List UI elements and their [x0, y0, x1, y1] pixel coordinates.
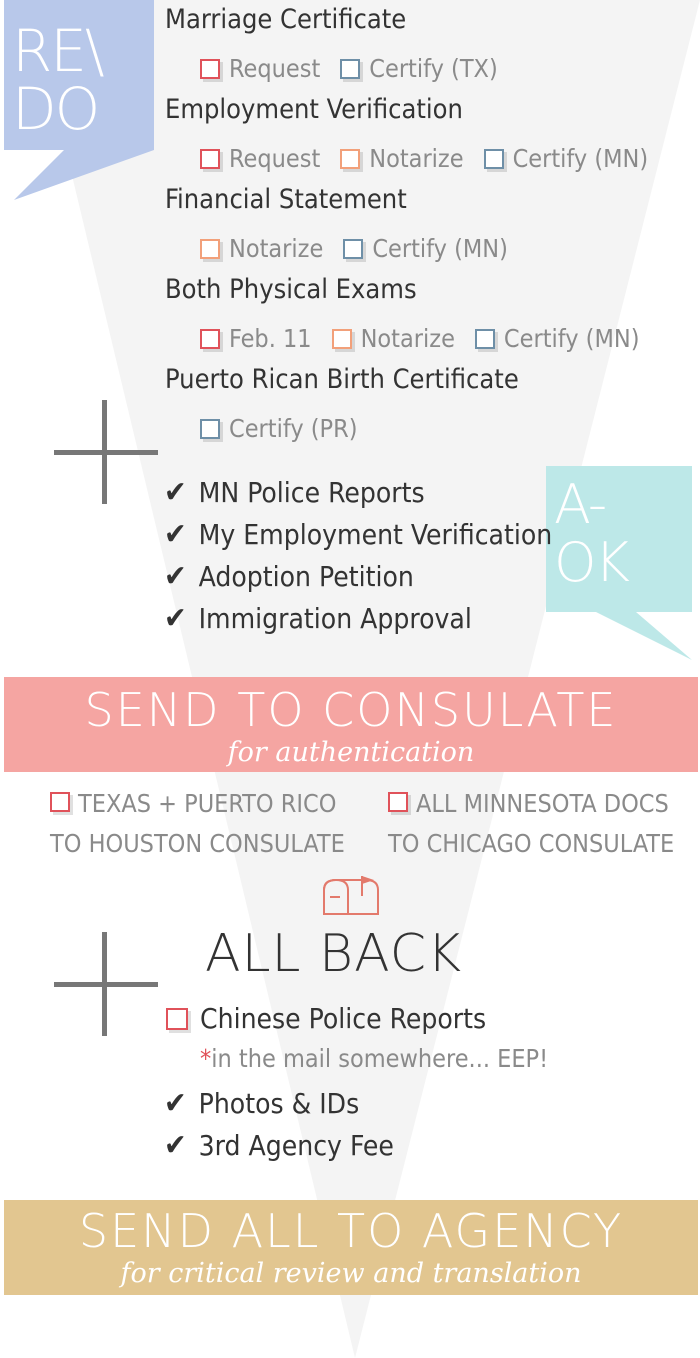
task-row — [200, 324, 639, 353]
task-item[interactable]: Certify (MN) — [484, 144, 649, 173]
aok-item: ✔ Adoption Petition — [164, 559, 414, 594]
aok-item: ✔ Immigration Approval — [164, 601, 472, 636]
task-item[interactable]: Certify (PR) — [200, 414, 358, 443]
redo-label-line2: DO — [12, 75, 99, 143]
task-item[interactable]: Request — [200, 54, 320, 83]
checkmark-icon: ✔ — [164, 601, 187, 636]
checkmark-icon: ✔ — [164, 1128, 187, 1163]
plus-icon — [54, 400, 158, 504]
plus-icon — [54, 932, 158, 1036]
aok-label-line2: OK — [554, 531, 628, 594]
doc-title: Employment Verification — [165, 94, 463, 125]
aok-item: ✔ My Employment Verification — [164, 517, 553, 552]
task-item[interactable]: Notarize — [340, 144, 463, 173]
checkbox[interactable] — [200, 59, 220, 79]
agency-banner — [4, 1200, 698, 1295]
agency-banner-subtitle: for critical review and translation — [120, 1258, 582, 1289]
task-item[interactable]: Notarize — [200, 234, 323, 263]
checkbox[interactable] — [166, 1008, 188, 1030]
checkmark-icon: ✔ — [164, 475, 187, 510]
pending-item[interactable]: Chinese Police Reports — [166, 1002, 486, 1035]
checkmark-icon: ✔ — [164, 517, 187, 552]
consulate-banner-title: SEND TO CONSULATE — [84, 683, 618, 737]
task-item[interactable]: Certify (MN) — [475, 324, 640, 353]
consulate-line1: TEXAS + PUERTO RICO — [78, 789, 337, 818]
task-row — [200, 144, 648, 173]
checkbox[interactable] — [200, 329, 220, 349]
checkbox[interactable] — [50, 792, 70, 812]
consulate-houston[interactable] — [50, 784, 345, 864]
checkbox[interactable] — [200, 419, 220, 439]
doc-title: Puerto Rican Birth Certificate — [165, 364, 519, 395]
doc-title: Both Physical Exams — [165, 274, 417, 305]
checkbox[interactable] — [332, 329, 352, 349]
all-back-heading: ALL BACK — [205, 924, 463, 984]
checkbox[interactable] — [475, 329, 495, 349]
consulate-chicago[interactable] — [388, 784, 674, 864]
checkbox[interactable] — [484, 149, 504, 169]
pending-note: *in the mail somewhere... EEP! — [200, 1044, 549, 1073]
task-row — [200, 54, 498, 83]
aok-label-line1: A- — [554, 473, 606, 536]
consulate-banner — [4, 677, 698, 772]
mailbox-icon — [320, 874, 382, 916]
task-item[interactable]: Certify (MN) — [343, 234, 508, 263]
task-item[interactable]: Request — [200, 144, 320, 173]
checkmark-icon: ✔ — [164, 1086, 187, 1121]
task-item[interactable]: Certify (TX) — [340, 54, 497, 83]
task-row — [200, 414, 358, 443]
checkbox[interactable] — [200, 239, 220, 259]
checkbox[interactable] — [200, 149, 220, 169]
checkbox[interactable] — [340, 149, 360, 169]
done-item: ✔ 3rd Agency Fee — [164, 1128, 394, 1163]
task-row — [200, 234, 508, 263]
done-item: ✔ Photos & IDs — [164, 1086, 360, 1121]
agency-banner-title: SEND ALL TO AGENCY — [78, 1204, 624, 1258]
checkmark-icon: ✔ — [164, 559, 187, 594]
consulate-banner-subtitle: for authentication — [227, 737, 475, 768]
task-item[interactable]: Notarize — [332, 324, 455, 353]
task-item[interactable]: Feb. 11 — [200, 324, 312, 353]
aok-item: ✔ MN Police Reports — [164, 475, 425, 510]
consulate-line2: TO HOUSTON CONSULATE — [50, 829, 345, 858]
redo-label-line1: RE\ — [12, 17, 103, 85]
doc-title: Marriage Certificate — [165, 4, 407, 35]
checkbox[interactable] — [388, 792, 408, 812]
doc-title: Financial Statement — [165, 184, 407, 215]
checkbox[interactable] — [340, 59, 360, 79]
checkbox[interactable] — [343, 239, 363, 259]
consulate-line2: TO CHICAGO CONSULATE — [388, 829, 675, 858]
consulate-line1: ALL MINNESOTA DOCS — [416, 789, 669, 818]
